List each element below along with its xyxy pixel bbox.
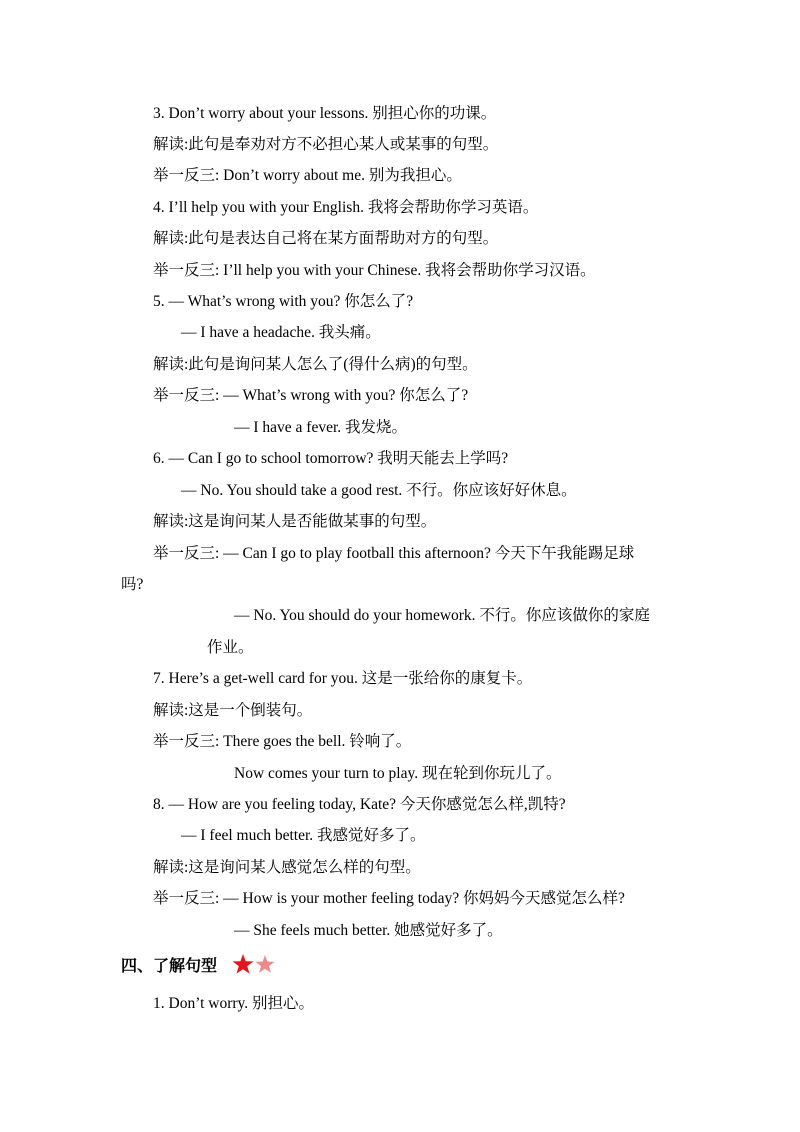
sentence-8-answer: — I feel much better. 我感觉好多了。 [181, 827, 426, 844]
example-8-answer: — She feels much better. 她感觉好多了。 [234, 922, 503, 939]
explanation-5: 解读:此句是询问某人怎么了(得什么病)的句型。 [153, 356, 478, 373]
example-6-question: 举一反三: — Can I go to play football this afternoon? 今天下午我能踢足球 [153, 545, 635, 562]
sentence-5-question: 5. — What’s wrong with you? 你怎么了? [153, 293, 414, 310]
sentence-6-question: 6. — Can I go to school tomorrow? 我明天能去上学吗? [153, 450, 509, 467]
star-icon [233, 954, 254, 974]
half-star-icon [256, 955, 275, 973]
section-sentence-1: 1. Don’t worry. 别担心。 [153, 995, 315, 1012]
example-5-question: 举一反三: — What’s wrong with you? 你怎么了? [153, 387, 469, 404]
example-8-question: 举一反三: — How is your mother feeling today? 你妈妈今天感觉怎么样? [153, 890, 625, 907]
example-6-question-wrap: 吗? [121, 576, 144, 593]
sentence-4: 4. I’ll help you with your English. 我将会帮助你学习英语。 [153, 199, 539, 216]
explanation-3: 解读:此句是奉劝对方不必担心某人或某事的句型。 [153, 136, 499, 153]
sentence-3: 3. Don’t worry about your lessons. 别担心你的功课。 [153, 105, 497, 122]
example-4: 举一反三: I’ll help you with your Chinese. 我将会帮助你学习汉语。 [153, 262, 596, 279]
example-6-answer: — No. You should do your homework. 不行。你应该做你的家庭 [234, 607, 650, 624]
sentence-8-question: 8. — How are you feeling today, Kate? 今天你感觉怎么样,凯特? [153, 796, 566, 813]
example-7-second: Now comes your turn to play. 现在轮到你玩儿了。 [234, 765, 562, 782]
example-3: 举一反三: Don’t worry about me. 别为我担心。 [153, 167, 462, 184]
example-6-answer-wrap: 作业。 [207, 639, 254, 656]
explanation-8: 解读:这是询问某人感觉怎么样的句型。 [153, 859, 421, 876]
example-7: 举一反三: There goes the bell. 铃响了。 [153, 733, 412, 750]
sentence-6-answer: — No. You should take a good rest. 不行。你应该好好休息。 [181, 482, 577, 499]
section-title: 四、了解句型 [121, 956, 218, 975]
example-5-answer: — I have a fever. 我发烧。 [234, 419, 408, 436]
sentence-5-answer: — I have a headache. 我头痛。 [181, 324, 381, 341]
explanation-6: 解读:这是询问某人是否能做某事的句型。 [153, 513, 437, 530]
rating-stars [232, 953, 278, 977]
explanation-4: 解读:此句是表达自己将在某方面帮助对方的句型。 [153, 230, 499, 247]
sentence-7: 7. Here’s a get-well card for you. 这是一张给你的康复卡。 [153, 670, 533, 687]
explanation-7: 解读:这是一个倒装句。 [153, 702, 313, 719]
